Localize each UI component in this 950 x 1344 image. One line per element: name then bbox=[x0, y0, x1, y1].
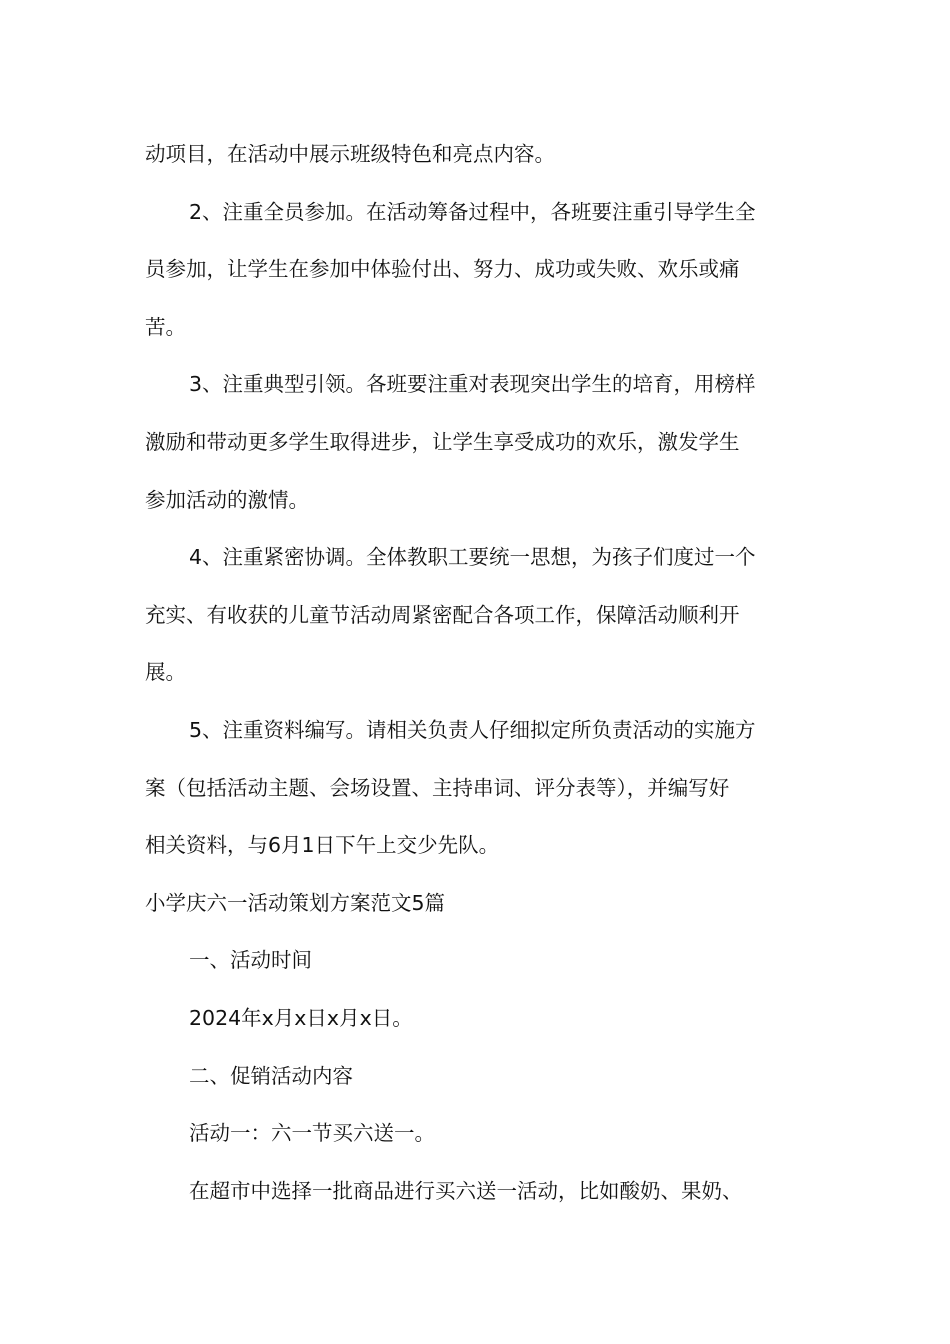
paragraph-line: 在超市中选择一批商品进行买六送一活动，比如酸奶、果奶、 bbox=[189, 1178, 743, 1203]
document-body bbox=[145, 126, 810, 1220]
section-heading: 二、促销活动内容 bbox=[189, 1063, 353, 1088]
paragraph-line: 苦。 bbox=[145, 314, 186, 339]
paragraph-line: 相关资料，与6月1日下午上交少先队。 bbox=[145, 833, 500, 858]
paragraph-line: 案（包括活动主题、会场设置、主持串词、评分表等），并编写好 bbox=[145, 775, 730, 800]
paragraph-line: 激励和带动更多学生取得进步，让学生享受成功的欢乐，激发学生 bbox=[145, 429, 740, 454]
paragraph-line: 活动一：六一节买六送一。 bbox=[189, 1121, 435, 1146]
section-heading: 一、活动时间 bbox=[189, 948, 312, 973]
paragraph-line: 充实、有收获的儿童节活动周紧密配合各项工作，保障活动顺利开 bbox=[145, 602, 740, 627]
section-title: 小学庆六一活动策划方案范文5篇 bbox=[145, 890, 446, 915]
paragraph-line: 3、注重典型引领。各班要注重对表现突出学生的培育，用榜样 bbox=[189, 372, 756, 397]
paragraph-line: 动项目，在活动中展示班级特色和亮点内容。 bbox=[145, 142, 555, 166]
paragraph-line: 4、注重紧密协调。全体教职工要统一思想，为孩子们度过一个 bbox=[189, 545, 756, 570]
paragraph-line: 2、注重全员参加。在活动筹备过程中，各班要注重引导学生全 bbox=[189, 199, 756, 224]
paragraph-line: 员参加，让学生在参加中体验付出、努力、成功或失败、欢乐或痛 bbox=[145, 257, 740, 282]
paragraph-line: 展。 bbox=[145, 660, 186, 685]
paragraph-line: 参加活动的激情。 bbox=[145, 487, 309, 512]
paragraph-line: 2024年x月x日x月x日。 bbox=[189, 1005, 413, 1030]
paragraph-line: 5、注重资料编写。请相关负责人仔细拟定所负责活动的实施方 bbox=[189, 717, 756, 742]
